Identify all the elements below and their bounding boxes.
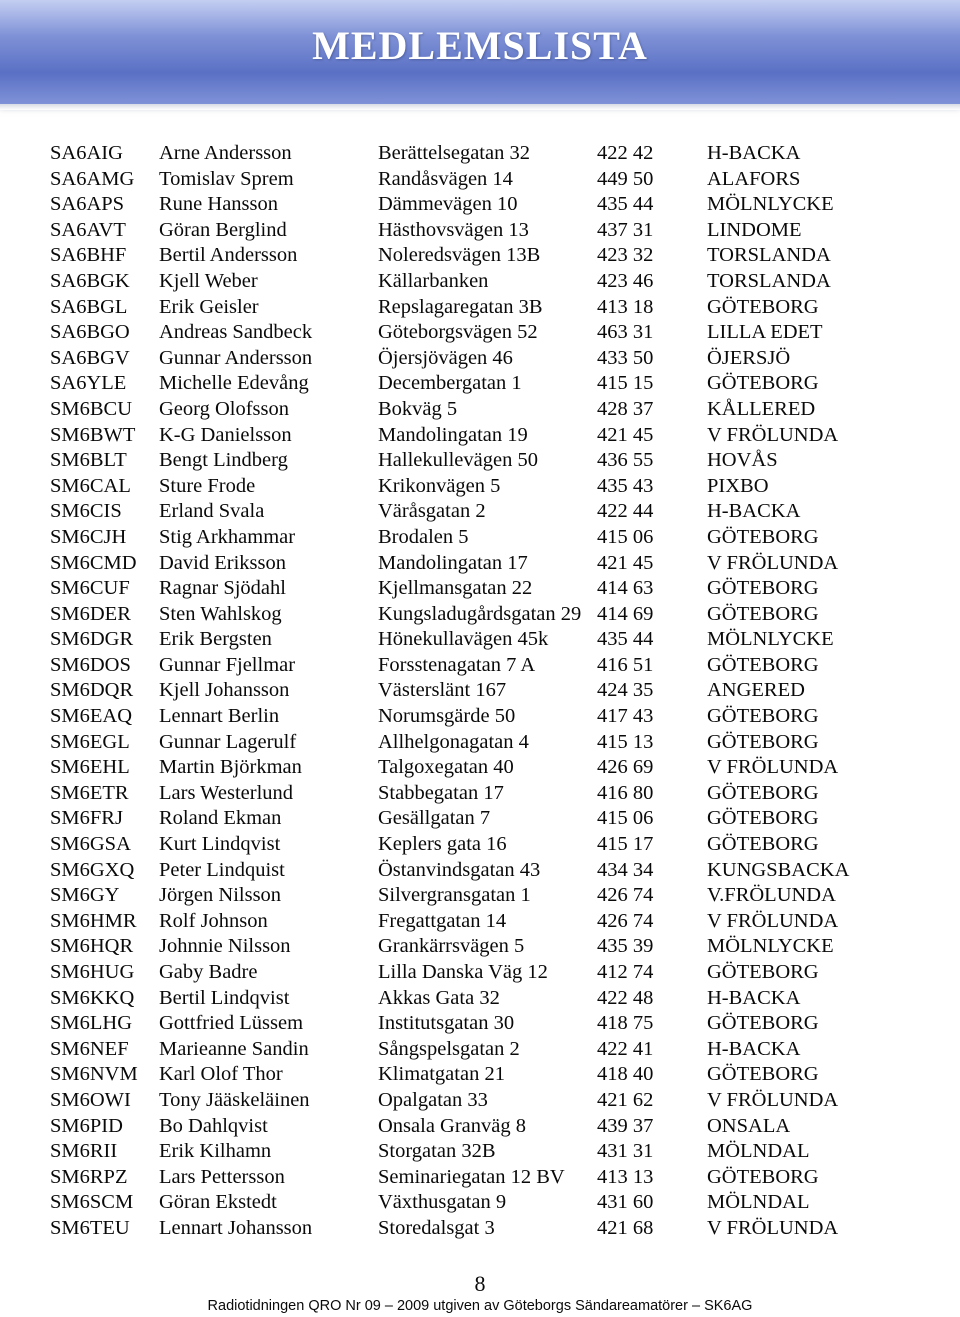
member-postcode: 421 45 [597, 551, 654, 574]
member-address: Västerslänt 167 [378, 679, 507, 702]
member-name: Kjell Weber [159, 269, 258, 292]
member-callsign: SM6BCU [50, 397, 133, 420]
member-row [50, 1062, 930, 1088]
member-callsign: SM6CUF [50, 577, 130, 600]
member-city: GÖTEBORG [707, 295, 819, 318]
member-callsign: SM6RII [50, 1140, 118, 1163]
member-city: KUNGSBACKA [707, 858, 850, 881]
member-city: H-BACKA [707, 142, 801, 164]
member-address: Dämmevägen 10 [378, 193, 518, 216]
member-address: Hallekullevägen 50 [378, 449, 538, 472]
member-city: V FRÖLUNDA [707, 551, 839, 574]
member-city: LINDOME [707, 218, 802, 241]
member-name: Gunnar Fjellmar [159, 653, 296, 676]
member-row [50, 909, 930, 935]
member-name: David Eriksson [159, 551, 286, 574]
member-name: Göran Ekstedt [159, 1191, 277, 1214]
member-postcode: 433 50 [597, 346, 654, 369]
member-callsign: SM6DGR [50, 628, 134, 651]
member-name: Lars Westerlund [159, 781, 294, 804]
member-postcode: 424 35 [597, 679, 654, 702]
member-address: Stabbegatan 17 [378, 781, 504, 804]
member-name: Tomislav Sprem [159, 167, 294, 190]
member-callsign: SM6SCM [50, 1191, 134, 1214]
member-name: Johnnie Nilsson [159, 935, 291, 958]
page-title: MEDLEMSLISTA [312, 23, 648, 68]
member-city: V FRÖLUNDA [707, 423, 839, 446]
member-callsign: SM6GY [50, 884, 120, 907]
member-city: MÖLNDAL [707, 1191, 810, 1214]
member-row [50, 371, 930, 397]
member-city: ANGERED [707, 679, 805, 702]
member-name: Georg Olofsson [159, 397, 290, 420]
member-address: Krikonvägen 5 [378, 474, 501, 497]
member-address: Källarbanken [378, 269, 489, 292]
member-city: TORSLANDA [707, 244, 831, 267]
member-address: Gesällgatan 7 [378, 807, 491, 830]
member-postcode: 436 55 [597, 449, 654, 472]
member-postcode: 415 13 [597, 730, 654, 753]
member-postcode: 416 80 [597, 781, 654, 804]
header-banner [0, 0, 960, 104]
member-postcode: 421 62 [597, 1088, 654, 1111]
member-city: V FRÖLUNDA [707, 909, 839, 932]
member-callsign: SM6CAL [50, 474, 131, 497]
member-postcode: 463 31 [597, 321, 654, 344]
member-postcode: 414 69 [597, 602, 654, 625]
member-postcode: 435 39 [597, 935, 654, 958]
member-name: Gottfried Lüssem [159, 1012, 304, 1035]
member-city: MÖLNDAL [707, 1140, 810, 1163]
member-city: GÖTEBORG [707, 961, 819, 983]
member-callsign: SM6NEF [50, 1037, 129, 1060]
member-name: Roland Ekman [159, 807, 282, 830]
member-callsign: SA6YLE [50, 372, 127, 395]
member-row [50, 243, 930, 269]
member-row [50, 1165, 930, 1191]
member-name: Göran Berglind [159, 218, 287, 241]
member-address: Hönekullavägen 45k [378, 628, 549, 651]
member-name: Lars Pettersson [159, 1165, 285, 1188]
member-callsign: SM6TEU [50, 1216, 130, 1239]
member-name: Gunnar Lagerulf [159, 730, 297, 753]
member-name: Erik Bergsten [159, 628, 272, 651]
member-postcode: 415 06 [597, 525, 654, 548]
member-callsign: SM6BLT [50, 449, 127, 472]
member-callsign: SM6HMR [50, 909, 137, 932]
member-city: TORSLANDA [707, 269, 831, 292]
member-callsign: SA6BHF [50, 244, 127, 267]
member-address: Opalgatan 33 [378, 1088, 488, 1111]
member-row [50, 1088, 930, 1114]
member-callsign: SM6GSA [50, 833, 131, 856]
member-postcode: 435 44 [597, 193, 654, 216]
member-row [50, 960, 930, 986]
member-callsign: SM6PID [50, 1114, 123, 1137]
member-address: Onsala Granväg 8 [378, 1114, 527, 1137]
member-callsign: SM6EAQ [50, 705, 133, 728]
member-postcode: 449 50 [597, 167, 654, 190]
member-address: Keplers gata 16 [378, 833, 507, 856]
member-callsign: SM6CMD [50, 551, 137, 574]
member-name: Stig Arkhammar [159, 525, 296, 548]
member-address: Seminariegatan 12 BV [378, 1165, 565, 1188]
member-postcode: 439 37 [597, 1114, 654, 1137]
member-address: Repslagaregatan 3B [378, 295, 543, 318]
member-address: Växthusgatan 9 [378, 1191, 507, 1214]
member-postcode: 422 44 [597, 500, 654, 523]
member-callsign: SA6APS [50, 193, 125, 216]
member-callsign: SM6RPZ [50, 1165, 128, 1188]
member-callsign: SM6DER [50, 602, 131, 625]
member-city: H-BACKA [707, 1037, 801, 1060]
member-city: PIXBO [707, 474, 769, 497]
member-city: MÖLNLYCKE [707, 935, 834, 958]
member-callsign: SA6BGK [50, 269, 130, 292]
member-name: Bengt Lindberg [159, 449, 288, 472]
member-address: Talgoxegatan 40 [378, 756, 514, 779]
member-row [50, 653, 930, 679]
member-city: GÖTEBORG [707, 730, 819, 753]
member-address: Forsstenagatan 7 A [378, 653, 536, 676]
member-address: Göteborgsvägen 52 [378, 321, 538, 344]
member-postcode: 415 06 [597, 807, 654, 830]
member-row [50, 397, 930, 423]
member-city: H-BACKA [707, 500, 801, 523]
member-postcode: 435 44 [597, 628, 654, 651]
member-address: Storgatan 32B [378, 1140, 496, 1163]
member-city: LILLA EDET [707, 321, 823, 344]
member-city: V.FRÖLUNDA [707, 884, 836, 907]
member-row [50, 858, 930, 884]
member-row [50, 320, 930, 346]
member-name: Erik Geisler [159, 295, 259, 318]
member-callsign: SM6LHG [50, 1012, 133, 1035]
member-address: Silvergransgatan 1 [378, 884, 531, 907]
member-row [50, 934, 930, 960]
member-row [50, 1011, 930, 1037]
member-city: GÖTEBORG [707, 577, 819, 600]
member-row [50, 678, 930, 704]
member-postcode: 431 31 [597, 1140, 654, 1163]
member-name: Erland Svala [159, 500, 265, 523]
member-postcode: 415 17 [597, 833, 654, 856]
member-row [50, 448, 930, 474]
member-postcode: 416 51 [597, 653, 654, 676]
member-callsign: SA6AMG [50, 167, 135, 190]
member-row [50, 755, 930, 781]
member-city: V FRÖLUNDA [707, 1216, 839, 1239]
member-name: Gaby Badre [159, 961, 258, 983]
member-callsign: SM6EGL [50, 730, 130, 753]
member-name: Rune Hansson [159, 193, 279, 216]
member-address: Decembergatan 1 [378, 372, 522, 395]
member-callsign: SM6DQR [50, 679, 134, 702]
member-callsign: SA6AIG [50, 142, 123, 164]
member-row [50, 832, 930, 858]
member-address: Storedalsgat 3 [378, 1216, 495, 1239]
member-name: Rolf Johnson [159, 909, 268, 932]
member-city: KÅLLERED [707, 397, 816, 420]
member-name: Marieanne Sandin [159, 1037, 309, 1060]
member-postcode: 437 31 [597, 218, 654, 241]
member-callsign: SM6HQR [50, 935, 134, 958]
member-callsign: SM6BWT [50, 423, 136, 446]
member-postcode: 428 37 [597, 397, 654, 420]
member-row [50, 218, 930, 244]
member-address: Mandolingatan 19 [378, 423, 528, 446]
member-city: GÖTEBORG [707, 833, 819, 856]
member-postcode: 417 43 [597, 705, 654, 728]
member-postcode: 426 74 [597, 909, 654, 932]
member-address: Noleredsvägen 13B [378, 244, 541, 267]
member-row [50, 1139, 930, 1165]
member-row [50, 1037, 930, 1063]
member-row [50, 730, 930, 756]
member-name: Martin Björkman [159, 756, 302, 779]
member-address: Grankärrsvägen 5 [378, 935, 525, 958]
member-row [50, 474, 930, 500]
member-callsign: SM6FRJ [50, 807, 123, 830]
member-row [50, 883, 930, 909]
member-name: Tony Jääskeläinen [159, 1088, 310, 1111]
member-address: Hästhovsvägen 13 [378, 218, 529, 241]
member-city: V FRÖLUNDA [707, 756, 839, 779]
member-address: Bokväg 5 [378, 397, 458, 420]
member-city: GÖTEBORG [707, 372, 819, 395]
member-address: Institutsgatan 30 [378, 1012, 515, 1035]
member-city: MÖLNLYCKE [707, 193, 834, 216]
member-row [50, 704, 930, 730]
member-name: Ragnar Sjödahl [159, 577, 286, 600]
member-callsign: SM6KKQ [50, 986, 135, 1009]
member-address: Norumsgärde 50 [378, 705, 516, 728]
member-city: GÖTEBORG [707, 653, 819, 676]
member-address: Öjersjövägen 46 [378, 346, 513, 369]
member-postcode: 413 13 [597, 1165, 654, 1188]
member-callsign: SA6AVT [50, 218, 126, 241]
member-postcode: 426 74 [597, 884, 654, 907]
member-postcode: 426 69 [597, 756, 654, 779]
member-postcode: 421 68 [597, 1216, 654, 1239]
member-name: Sten Wahlskog [159, 602, 282, 625]
member-row [50, 1114, 930, 1140]
member-row [50, 269, 930, 295]
member-city: H-BACKA [707, 986, 801, 1009]
member-name: Jörgen Nilsson [159, 884, 282, 907]
member-address: Berättelsegatan 32 [378, 142, 530, 164]
member-row [50, 499, 930, 525]
member-row [50, 167, 930, 193]
member-callsign: SA6BGV [50, 346, 130, 369]
member-row [50, 423, 930, 449]
member-postcode: 422 42 [597, 142, 654, 164]
member-address: Kungsladugårdsgatan 29 [378, 602, 582, 625]
footer-text: Radiotidningen QRO Nr 09 – 2009 utgiven av Göteborgs Sändareamatörer – SK6AG [207, 1298, 753, 1314]
member-city: GÖTEBORG [707, 1012, 819, 1035]
member-city: GÖTEBORG [707, 602, 819, 625]
page-number: 8 [474, 1271, 486, 1296]
member-city: GÖTEBORG [707, 705, 819, 728]
member-postcode: 421 45 [597, 423, 654, 446]
member-callsign: SA6BGO [50, 321, 130, 344]
member-city: MÖLNLYCKE [707, 628, 834, 651]
member-city: V FRÖLUNDA [707, 1088, 839, 1111]
member-callsign: SM6EHL [50, 756, 130, 779]
member-address: Kjellmansgatan 22 [378, 577, 533, 600]
member-postcode: 422 48 [597, 986, 654, 1009]
member-name: Bertil Andersson [159, 244, 298, 267]
member-callsign: SM6GXQ [50, 858, 135, 881]
member-address: Mandolingatan 17 [378, 551, 528, 574]
member-name: Karl Olof Thor [159, 1063, 283, 1086]
member-address: Allhelgonagatan 4 [378, 730, 529, 753]
member-postcode: 418 40 [597, 1063, 654, 1086]
member-row [50, 806, 930, 832]
member-list [50, 141, 930, 1242]
member-row [50, 781, 930, 807]
member-city: ÖJERSJÖ [707, 346, 791, 369]
member-row [50, 525, 930, 551]
member-city: GÖTEBORG [707, 1063, 819, 1086]
member-city: HOVÅS [707, 449, 778, 472]
member-address: Lilla Danska Väg 12 [378, 961, 548, 983]
member-name: Sture Frode [159, 474, 256, 497]
member-row [50, 295, 930, 321]
member-city: ALAFORS [707, 167, 801, 190]
member-row [50, 551, 930, 577]
member-name: Lennart Berlin [159, 705, 280, 728]
member-row [50, 986, 930, 1012]
member-callsign: SA6BGL [50, 295, 128, 318]
member-row [50, 1190, 930, 1216]
member-callsign: SM6NVM [50, 1063, 138, 1086]
member-name: Gunnar Andersson [159, 346, 313, 369]
member-row [50, 141, 930, 167]
member-postcode: 413 18 [597, 295, 654, 318]
member-postcode: 414 63 [597, 577, 654, 600]
member-postcode: 423 46 [597, 269, 654, 292]
member-name: Michelle Edevång [159, 372, 309, 395]
member-name: Peter Lindquist [159, 858, 285, 881]
member-name: Bertil Lindqvist [159, 986, 290, 1009]
member-city: GÖTEBORG [707, 1165, 819, 1188]
member-callsign: SM6ETR [50, 781, 129, 804]
member-address: Randåsvägen 14 [378, 167, 513, 190]
member-name: Erik Kilhamn [159, 1140, 272, 1163]
member-postcode: 434 34 [597, 858, 654, 881]
member-address: Fregattgatan 14 [378, 909, 507, 932]
member-name: Bo Dahlqvist [159, 1114, 268, 1137]
member-city: GÖTEBORG [707, 525, 819, 548]
member-callsign: SM6CIS [50, 500, 122, 523]
member-row [50, 346, 930, 372]
member-row [50, 192, 930, 218]
member-postcode: 412 74 [597, 961, 654, 983]
member-city: ONSALA [707, 1114, 791, 1137]
member-address: Väråsgatan 2 [378, 500, 486, 523]
member-row [50, 627, 930, 653]
member-row [50, 576, 930, 602]
member-name: Arne Andersson [159, 142, 292, 164]
member-address: Akkas Gata 32 [378, 986, 500, 1009]
member-postcode: 435 43 [597, 474, 654, 497]
member-name: K-G Danielsson [159, 423, 292, 446]
member-address: Sångspelsgatan 2 [378, 1037, 520, 1060]
member-row [50, 1216, 930, 1242]
member-postcode: 431 60 [597, 1191, 654, 1214]
member-address: Brodalen 5 [378, 525, 469, 548]
member-name: Kurt Lindqvist [159, 833, 281, 856]
member-name: Lennart Johansson [159, 1216, 313, 1239]
member-callsign: SM6CJH [50, 525, 127, 548]
member-postcode: 418 75 [597, 1012, 654, 1035]
member-callsign: SM6HUG [50, 961, 135, 983]
member-name: Andreas Sandbeck [159, 321, 313, 344]
member-name: Kjell Johansson [159, 679, 290, 702]
member-postcode: 415 15 [597, 372, 654, 395]
member-row [50, 602, 930, 628]
member-city: GÖTEBORG [707, 807, 819, 830]
member-callsign: SM6OWI [50, 1088, 131, 1111]
member-address: Klimatgatan 21 [378, 1063, 505, 1086]
member-postcode: 422 41 [597, 1037, 654, 1060]
member-city: GÖTEBORG [707, 781, 819, 804]
member-address: Östanvindsgatan 43 [378, 858, 541, 881]
member-postcode: 423 32 [597, 244, 654, 267]
member-callsign: SM6DOS [50, 653, 131, 676]
